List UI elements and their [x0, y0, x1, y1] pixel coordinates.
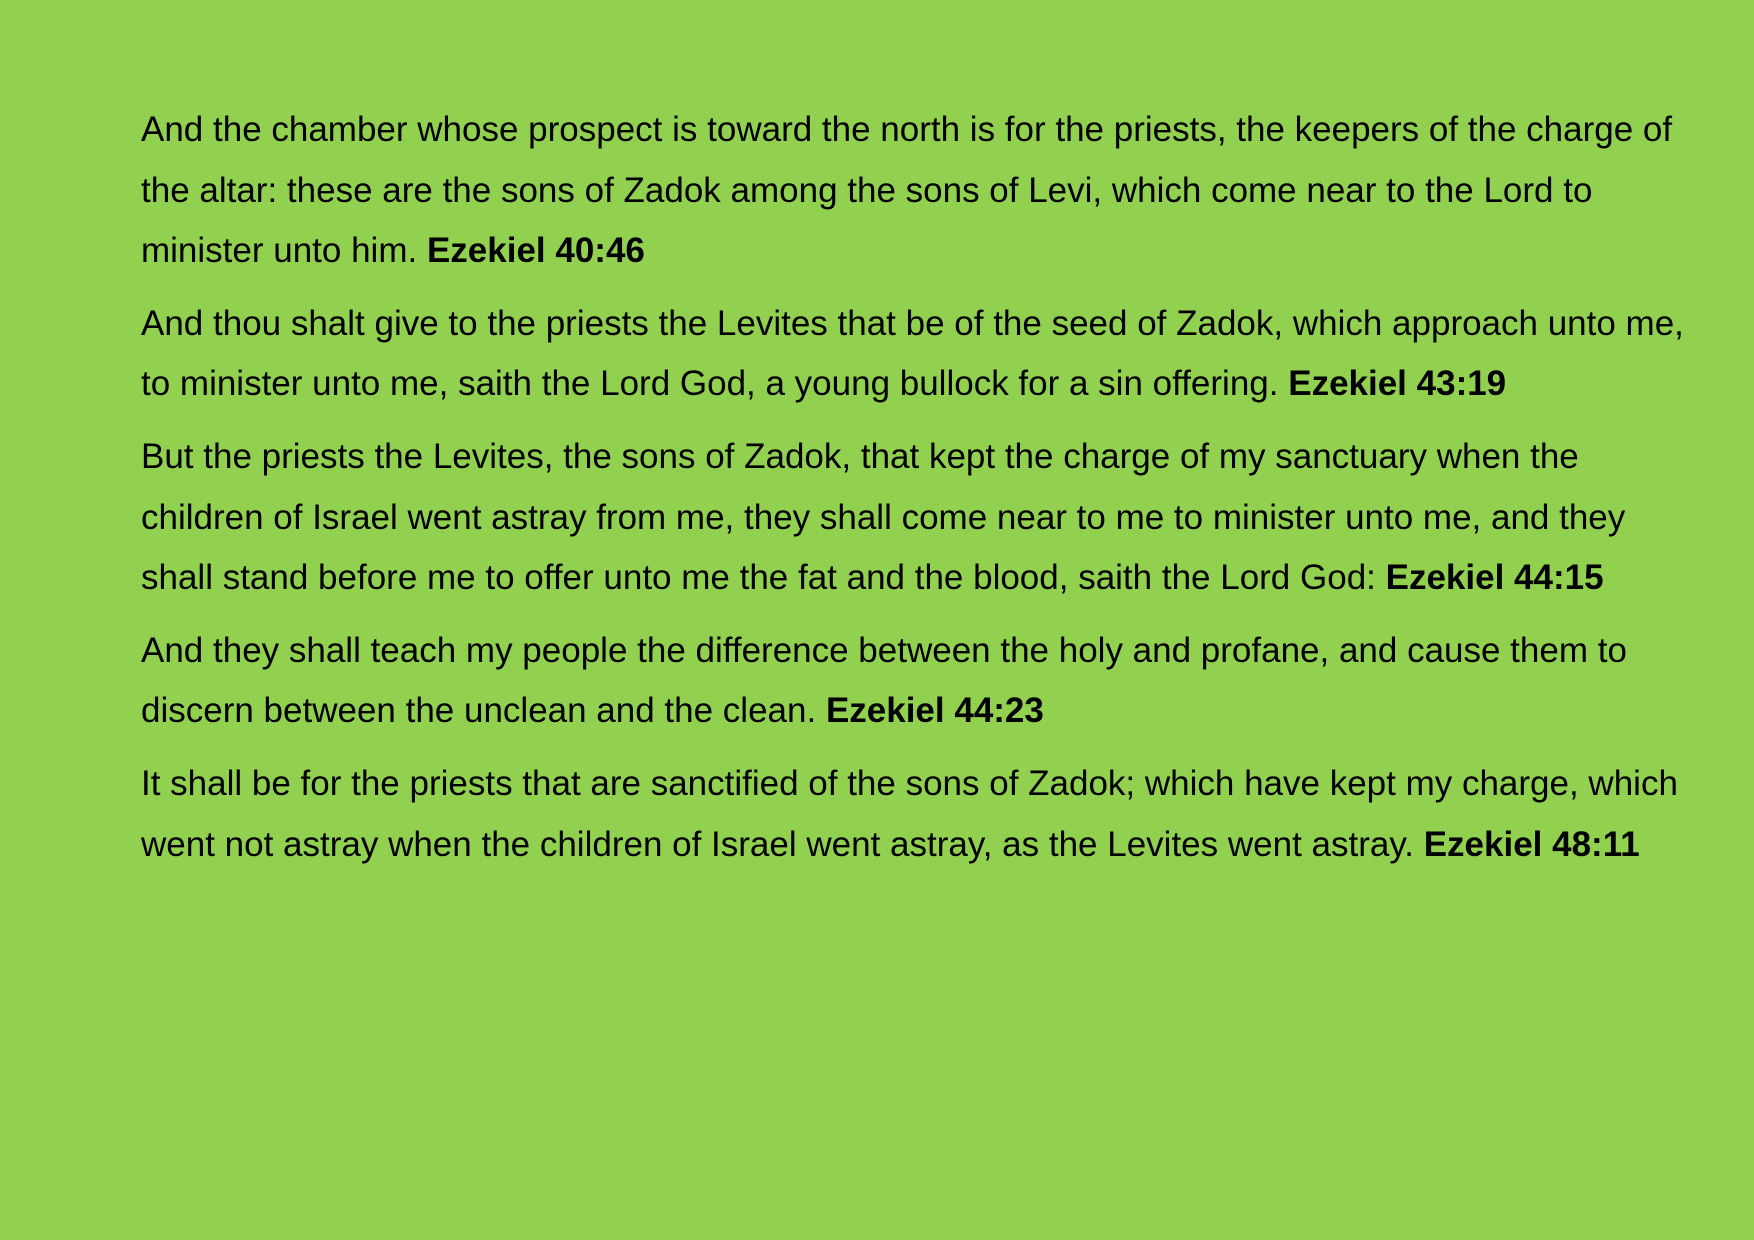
document-page: [141, 100, 1686, 887]
verse-reference: Ezekiel 40:46: [426, 231, 645, 271]
verse-reference: Ezekiel 43:19: [1288, 364, 1507, 404]
verse-reference: Ezekiel 48:11: [1423, 824, 1640, 864]
verse-paragraph: [141, 294, 1686, 415]
verse-paragraph: [141, 427, 1686, 609]
verse-text: It shall be for the priests that are sanctified of the sons of Zadok; which have kept my charge, which went not astray when the children of Israel went astray, as the Levites went astray.: [141, 763, 1678, 864]
verse-paragraph: [141, 621, 1686, 742]
verse-paragraph: [141, 754, 1686, 875]
verse-reference: Ezekiel 44:15: [1385, 558, 1604, 598]
verse-reference: Ezekiel 44:23: [825, 691, 1044, 731]
verse-text: And thou shalt give to the priests the Levites that be of the seed of Zadok, which approach unto me, to minister unto me, saith the Lord God, a young bullock for a sin offering.: [141, 303, 1684, 404]
verse-text: And the chamber whose prospect is toward the north is for the priests, the keepers of the charge of the altar: these are the sons of Zadok among the sons of Levi, which come near to the Lord to minister unto him.: [141, 110, 1673, 271]
verse-text: And they shall teach my people the difference between the holy and profane, and cause them to discern between the unclean and the clean.: [141, 630, 1627, 731]
verse-text: But the priests the Levites, the sons of Zadok, that kept the charge of my sanctuary when the children of Israel went astray from me, they shall come near to me to minister unto me, and they shall stand before me to offer unto me the fat and the blood, saith the Lord God:: [141, 436, 1626, 598]
verse-paragraph: [141, 100, 1686, 282]
